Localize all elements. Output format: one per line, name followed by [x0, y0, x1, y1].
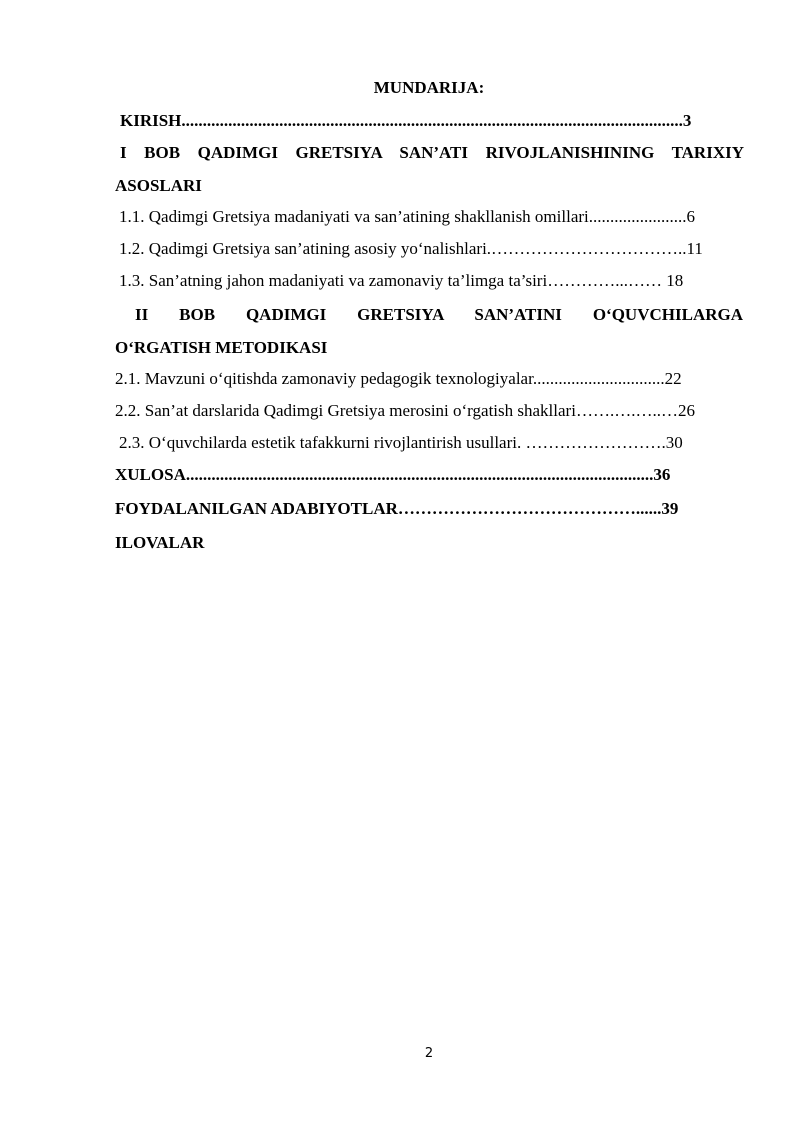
toc-entry-2-1[interactable] — [115, 369, 743, 391]
toc-leader-dots: ....................... — [588, 207, 687, 226]
toc-leader-dots: …………...…… — [547, 271, 662, 290]
toc-page-number: 18 — [661, 271, 684, 290]
toc-page-number: 36 — [653, 465, 671, 484]
toc-entry-2-3[interactable] — [119, 433, 744, 455]
toc-leader-dots: …….….…..… — [575, 401, 678, 420]
toc-entry-label: 2.1. Mavzuni o‘qitishda zamonaviy pedagogik texnologiyalar — [115, 369, 533, 388]
toc-entry-label: ILOVALAR — [115, 533, 205, 552]
toc-entry-ilovalar[interactable] — [115, 533, 743, 555]
toc-leader-dots: ……………………. — [525, 433, 666, 452]
toc-entry-2-2[interactable] — [115, 401, 743, 423]
toc-entry-label: 2.2. San’at darslarida Qadimgi Gretsiya merosini o‘rgatish shakllari — [115, 401, 576, 420]
toc-leader-dots: .…………………………….. — [486, 239, 687, 258]
toc-chapter-2[interactable] — [115, 305, 743, 358]
toc-entry-label: XULOSA — [115, 465, 186, 484]
toc-title: MUNDARIJA: — [373, 78, 485, 97]
toc-page-number: 6 — [686, 207, 696, 226]
toc-page-number: 22 — [664, 369, 682, 388]
toc-leader-dots: .............................................................................................................. — [185, 465, 654, 484]
toc-entry-1-3[interactable] — [119, 271, 744, 293]
toc-leader-dots: ...................................................................................................................... — [181, 111, 683, 130]
toc-entry-label: 1.2. Qadimgi Gretsiya san’atining asosiy yo‘nalishlari — [119, 239, 487, 258]
toc-entry-1-2[interactable] — [119, 239, 744, 261]
toc-page-number: 3 — [682, 111, 692, 130]
toc-entry-label: KIRISH — [120, 111, 182, 130]
chapter-2-title-line2: O‘RGATISH METODIKASI — [115, 338, 328, 357]
toc-entry-label: FOYDALANILGAN ADABIYOTLAR — [115, 499, 398, 518]
toc-entry-foydalanilgan-adabiyotlar[interactable] — [115, 499, 739, 521]
toc-page-number: 30 — [665, 433, 683, 452]
toc-entry-1-1[interactable] — [119, 207, 744, 229]
toc-entry-label: 1.1. Qadimgi Gretsiya madaniyati va san’atining shakllanish omillari — [119, 207, 589, 226]
toc-page-number: 26 — [677, 401, 695, 420]
toc-entry-label: 1.3. San’atning jahon madaniyati va zamonaviy ta’limga ta’siri — [119, 271, 548, 290]
chapter-1-title-line2: ASOSLARI — [115, 176, 202, 195]
chapter-2-title-line1: II BOB QADIMGI GRETSIYA SAN’ATINI O‘QUVCHILARGA — [135, 305, 743, 324]
toc-entry-xulosa[interactable] — [115, 465, 739, 487]
page-number: 2 — [424, 1046, 434, 1061]
chapter-1-title-line1: I BOB QADIMGI GRETSIYA SAN’ATI RIVOJLANISHINING TARIXIY — [120, 143, 744, 162]
toc-page-number: 11 — [686, 239, 703, 258]
toc-chapter-1[interactable] — [115, 143, 744, 196]
toc-entry-label: 2.3. O‘quvchilarda estetik tafakkurni rivojlantirish usullari. — [119, 433, 526, 452]
toc-leader-dots: ……………………………………...... — [397, 499, 662, 518]
toc-page-number: 39 — [661, 499, 679, 518]
toc-entry-kirish[interactable] — [120, 111, 744, 133]
toc-leader-dots: ............................... — [532, 369, 665, 388]
